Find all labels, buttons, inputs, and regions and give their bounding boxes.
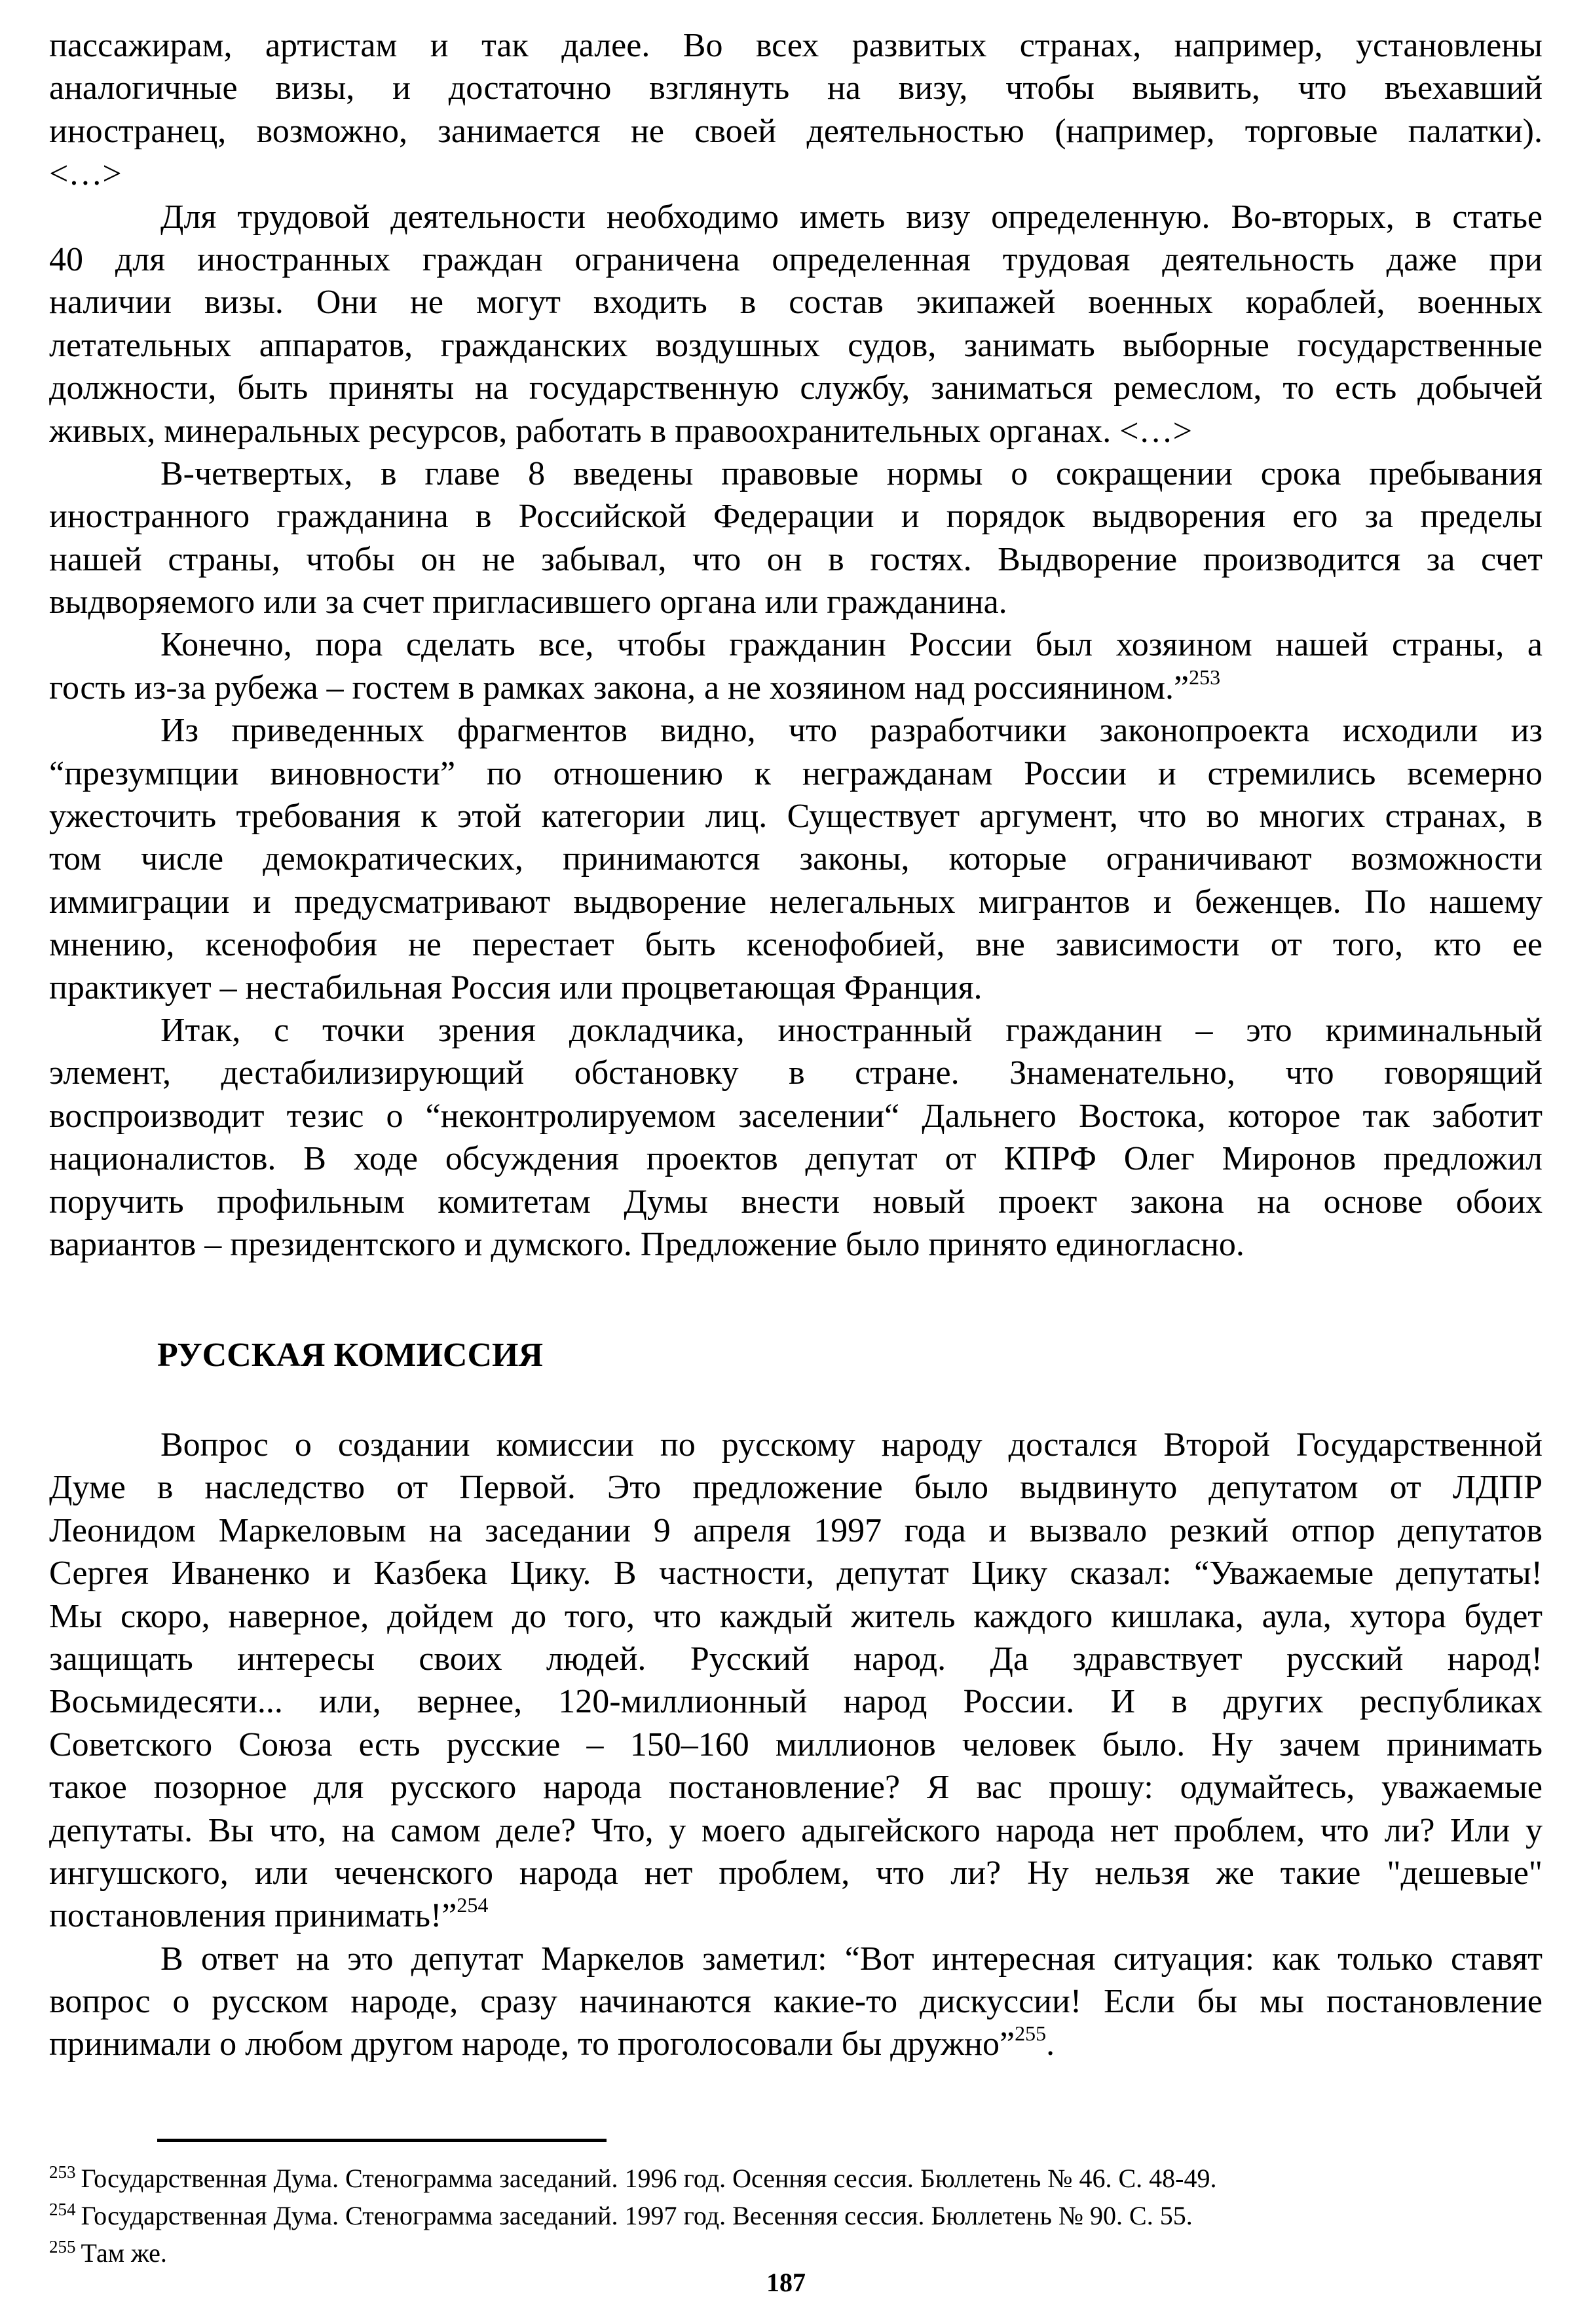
text-line (49, 1181, 1543, 1223)
footnotes (49, 2160, 1216, 2272)
text-line (49, 1009, 1543, 1052)
text-line (49, 1766, 1543, 1809)
text-line (49, 538, 1543, 581)
text-line (49, 367, 1543, 409)
text-line (49, 110, 1543, 153)
line-text: ингушского, или чеченского народа нет проблем, что ли? Ну нельзя же такие "дешевые" (49, 1854, 1543, 1892)
footnote-reference: 255 (1015, 2023, 1047, 2046)
text-line (49, 623, 1543, 666)
footnote-number: 253 (49, 2162, 76, 2182)
line-text: элемент, дестабилизирующий обстановку в стране. Знаменательно, что говорящий (49, 1054, 1543, 1092)
line-text: аналогичные визы, и достаточно взглянуть на визу, чтобы выявить, что въехавший (49, 69, 1543, 107)
line-text: поручить профильным комитетам Думы внести новый проект закона на основе обоих (49, 1183, 1543, 1221)
text-line (49, 196, 1543, 238)
footnote-number: 255 (49, 2237, 76, 2257)
line-text: Мы скоро, наверное, дойдем до того, что каждый житель каждого кишлака, аула, хутора будет (49, 1597, 1543, 1635)
line-text: нашей страны, чтобы он не забывал, что он в гостях. Выдворение производится за счет (49, 540, 1543, 578)
text-line (49, 1980, 1543, 2023)
line-text: выдворяемого или за счет пригласившего органа или гражданина. (49, 583, 1007, 621)
line-text: иммиграции и предусматривают выдворение нелегальных мигрантов и беженцев. По нашему (49, 883, 1543, 921)
line-text: ужесточить требования к этой категории лиц. Существует аргумент, что во многих странах, в (49, 798, 1543, 836)
paragraph (49, 709, 1543, 1009)
line-text: принимали о любом другом народе, то проголосовали бы дружно” (49, 2025, 1015, 2063)
text-line (49, 1052, 1543, 1094)
text-line (49, 410, 1543, 452)
footnote-number: 254 (49, 2200, 76, 2219)
line-text: В ответ на это депутат Маркелов заметил: “Вот интересная ситуация: как только ставят (160, 1940, 1543, 1978)
line-text: должности, быть приняты на государственную службу, заниматься ремеслом, то есть добычей (49, 369, 1543, 407)
text-line (49, 1852, 1543, 1894)
page-number: 187 (766, 2268, 806, 2297)
line-text: воспроизводит тезис о “неконтролируемом заселении“ Дальнего Востока, которое так заботит (49, 1097, 1543, 1135)
text-line (49, 1938, 1543, 1980)
line-text: Итак, с точки зрения докладчика, иностранный гражданин – это криминальный (160, 1011, 1543, 1049)
text-line (49, 838, 1543, 880)
text-line (49, 709, 1543, 752)
line-text: Советского Союза есть русские – 150–160 миллионов человек было. Ну зачем принимать (49, 1725, 1543, 1763)
text-line (49, 967, 1543, 1009)
line-text: защищать интересы своих людей. Русский народ. Да здравствует русский народ! (49, 1640, 1543, 1678)
footnote-text: Государственная Дума. Стенограмма заседаний. 1996 год. Осенняя сессия. Бюллетень № 46. С. 48-49. (81, 2164, 1217, 2193)
text-line (49, 667, 1543, 709)
text-line (49, 1466, 1543, 1509)
text-line (49, 923, 1543, 966)
paragraph (49, 1424, 1543, 1938)
line-text: Думе в наследство от Первой. Это предложение было выдвинуто депутатом от ЛДПР (49, 1469, 1543, 1507)
line-text: вопрос о русском народе, сразу начинаются какие-то дискуссии! Если бы мы постановление (49, 1983, 1543, 2021)
text-line (49, 452, 1543, 495)
footnote (49, 2234, 1216, 2272)
text-line (49, 1638, 1543, 1680)
line-text: том числе демократических, принимаются законы, которые ограничивают возможности (49, 840, 1543, 878)
line-text: депутаты. Вы что, на самом деле? Что, у моего адыгейского народа нет проблем, что ли? Или у (49, 1811, 1543, 1849)
text-line (49, 1509, 1543, 1552)
paragraph (49, 452, 1543, 624)
line-text: иностранец, возможно, занимается не своей деятельностью (например, торговые палатки). (49, 112, 1543, 150)
line-text: 40 для иностранных граждан ограничена определенная трудовая деятельность даже при (49, 240, 1543, 278)
footnote-text: Там же. (81, 2238, 167, 2268)
line-text: Сергея Иваненко и Казбека Цику. В частности, депутат Цику сказал: “Уважаемые депутаты! (49, 1555, 1543, 1593)
paragraph (49, 1009, 1543, 1266)
line-text: иностранного гражданина в Российской Федерации и порядок выдворения его за пределы (49, 498, 1543, 536)
line-text: наличии визы. Они не могут входить в состав экипажей военных кораблей, военных (49, 284, 1543, 322)
text-line (49, 1595, 1543, 1638)
line-text: В-четвертых, в главе 8 введены правовые нормы о сокращении срока пребывания (160, 454, 1543, 492)
line-text: Восьмидесяти... или, вернее, 120-миллионный народ России. И в других республиках (49, 1683, 1543, 1721)
line-text: <…> (49, 155, 122, 193)
line-text-tail: . (1046, 2025, 1055, 2063)
text-line (49, 2023, 1543, 2065)
text-line (49, 1680, 1543, 1723)
text-line (49, 1424, 1543, 1466)
paragraph (49, 1938, 1543, 2066)
line-text: вариантов – президентского и думского. Предложение было принято единогласно. (49, 1225, 1244, 1263)
paragraph (49, 623, 1543, 709)
text-line (49, 1724, 1543, 1766)
text-line (49, 1552, 1543, 1595)
line-text: Конечно, пора сделать все, чтобы гражданин России был хозяином нашей страны, а (160, 626, 1543, 664)
text-line (49, 1894, 1543, 1937)
line-text: “презумпции виновности” по отношению к негражданам России и стремились всемерно (49, 754, 1543, 792)
text-line (49, 67, 1543, 109)
body-text-section-2 (49, 1424, 1543, 2066)
line-text: Для трудовой деятельности необходимо иметь визу определенную. Во-вторых, в статье (160, 198, 1543, 236)
text-line (49, 281, 1543, 323)
line-text: мнению, ксенофобия не перестает быть ксенофобией, вне зависимости от того, кто ее (49, 926, 1543, 964)
text-line (49, 153, 1543, 195)
footnote-reference: 254 (457, 1894, 489, 1917)
body-text-section-1 (49, 24, 1543, 1266)
line-text: такое позорное для русского народа постановление? Я вас прошу: одумайтесь, уважаемые (49, 1769, 1543, 1807)
text-line (49, 1223, 1543, 1266)
text-line (49, 495, 1543, 538)
line-text: гость из-за рубежа – гостем в рамках закона, а не хозяином над россиянином.” (49, 669, 1189, 707)
footnote (49, 2160, 1216, 2197)
line-text: Леонидом Маркеловым на заседании 9 апреля 1997 года и вызвало резкий отпор депутатов (49, 1511, 1543, 1549)
text-line (49, 324, 1543, 367)
text-line (49, 1095, 1543, 1137)
line-text: пассажирам, артистам и так далее. Во всех развитых странах, например, установлены (49, 27, 1543, 64)
line-text: живых, минеральных ресурсов, работать в правоохранительных органах. <…> (49, 412, 1192, 450)
line-text: Из приведенных фрагментов видно, что разработчики законопроекта исходили из (160, 712, 1543, 750)
footnote (49, 2197, 1216, 2234)
text-line (49, 1809, 1543, 1852)
text-line (49, 581, 1543, 623)
footnote-reference: 253 (1189, 666, 1221, 689)
text-line (49, 238, 1543, 281)
text-line (49, 752, 1543, 795)
footnote-text: Государственная Дума. Стенограмма заседаний. 1997 год. Весенняя сессия. Бюллетень № 90. С. 55. (81, 2201, 1193, 2230)
footnote-separator (157, 2139, 607, 2142)
section-heading: РУССКАЯ КОМИССИЯ (157, 1337, 544, 1374)
line-text: практикует – нестабильная Россия или процветающая Франция. (49, 968, 982, 1006)
line-text: постановления принимать!” (49, 1897, 457, 1935)
line-text: националистов. В ходе обсуждения проектов депутат от КПРФ Олег Миронов предложил (49, 1140, 1543, 1178)
line-text: летательных аппаратов, гражданских воздушных судов, занимать выборные государственные (49, 326, 1543, 364)
text-line (49, 881, 1543, 923)
text-line (49, 1137, 1543, 1180)
paragraph (49, 24, 1543, 196)
paragraph (49, 196, 1543, 452)
line-text: Вопрос о создании комиссии по русскому народу достался Второй Государственной (160, 1426, 1543, 1464)
text-line (49, 24, 1543, 67)
text-line (49, 795, 1543, 838)
